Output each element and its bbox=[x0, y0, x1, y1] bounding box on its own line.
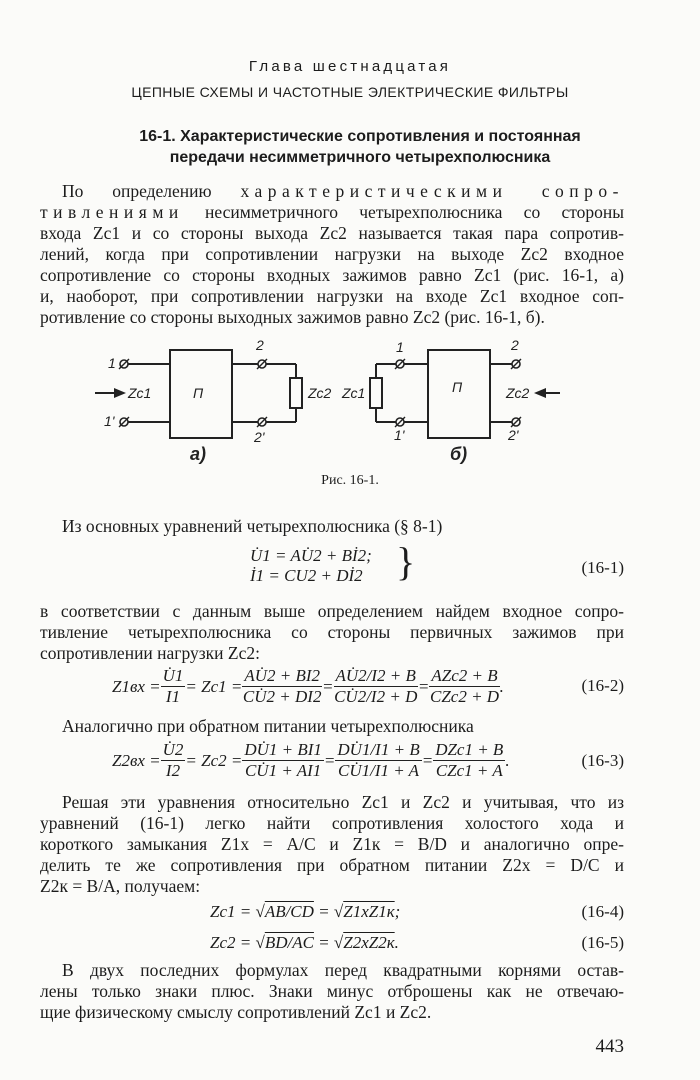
equation-16-5 bbox=[210, 933, 399, 953]
eq2-frac-1 bbox=[161, 666, 186, 707]
eq2-frac-2-num: AU̇2 + BI2 bbox=[244, 666, 321, 685]
eq5-number: (16-5) bbox=[581, 933, 624, 952]
intro-line-4: лений, когда при сопротивлении нагрузки на выходе Zc2 входное bbox=[40, 244, 624, 264]
eq2-number: (16-2) bbox=[581, 676, 624, 695]
eq3-frac-3-den: CU̇1/I1 + A bbox=[338, 761, 420, 780]
eq1-number: (16-1) bbox=[581, 558, 624, 577]
eq3-frac-1-num: U̇2 bbox=[162, 740, 184, 759]
fig-b-arrow-icon bbox=[534, 388, 546, 398]
section-title bbox=[60, 126, 660, 168]
eq2-mid-3: = bbox=[417, 676, 430, 696]
chapter-title: ЦЕПНЫЕ СХЕМЫ И ЧАСТОТНЫЕ ЭЛЕКТРИЧЕСКИЕ ФИЛЬТРЫ bbox=[131, 84, 569, 100]
eq3-mid-3: = bbox=[421, 750, 434, 770]
eq2-mid-1: = Zc1 = bbox=[185, 676, 243, 696]
eq2-frac-2-den: CU̇2 + DI2 bbox=[242, 687, 322, 706]
body1-line: Из основных уравнений четырехполюсника (§ 8-1) bbox=[62, 516, 443, 536]
fig-a-arrow-icon bbox=[114, 388, 126, 398]
body3-line: Аналогично при обратном питании четырехполюсника bbox=[62, 716, 474, 736]
fig-a-label-1: 1 bbox=[108, 355, 116, 371]
fig-a-label-2: 2 bbox=[256, 337, 264, 353]
eq2-mid-2: = bbox=[322, 676, 334, 696]
fig-a-sublabel: а) bbox=[190, 444, 207, 464]
eq2-lhs: Z1вх = bbox=[112, 676, 161, 696]
eq3-frac-1 bbox=[161, 740, 186, 781]
equation-16-3 bbox=[112, 740, 510, 781]
term-resistances: тивлениями bbox=[40, 202, 184, 222]
eq2-frac-3 bbox=[334, 666, 418, 707]
eq2-frac-2 bbox=[242, 666, 322, 707]
eq1-brace: } bbox=[396, 539, 416, 584]
eq3-end: . bbox=[505, 750, 510, 770]
fig-b-sublabel: б) bbox=[450, 444, 468, 464]
intro-line-6: и, наоборот, при сопротивлении нагрузки на входе Zc1 входное соп- bbox=[40, 286, 624, 306]
equation-16-4 bbox=[210, 902, 400, 922]
intro-paragraph bbox=[40, 181, 624, 328]
eq3-frac-2-den: CU̇1 + AI1 bbox=[244, 761, 322, 780]
eq1-line-1: U̇1 = AU̇2 + Bİ2; bbox=[250, 546, 372, 565]
fig-a-box-label: П bbox=[193, 385, 204, 401]
eq3-frac-4-den: CZc1 + A bbox=[435, 761, 503, 780]
eq4-mid: = √ bbox=[313, 902, 344, 921]
body4-line-3: короткого замыкания Z1х = A/C и Z1к = B/D и аналогично опре- bbox=[40, 834, 624, 854]
body5-line-2: лены только знаки плюс. Знаки минус отброшены как не отвечаю- bbox=[40, 981, 624, 1001]
eq1-line-2: İ1 = CU2 + Dİ2 bbox=[250, 566, 363, 585]
fig-b-load-resistor bbox=[370, 378, 382, 408]
eq4-end: ; bbox=[394, 902, 401, 921]
eq5-end: . bbox=[394, 933, 399, 952]
body5-line-3: щие физическому смыслу сопротивлений Zc1 и Zc2. bbox=[40, 1002, 432, 1022]
fig-a-load-resistor bbox=[290, 378, 302, 408]
intro-line-2-end: несимметричного четырехполюсника со стороны bbox=[183, 202, 624, 222]
term-characteristic: характеристическими сопро- bbox=[240, 181, 624, 201]
intro-line-1 bbox=[40, 181, 624, 202]
eq3-number: (16-3) bbox=[581, 751, 624, 770]
eq3-lhs: Z2вх = bbox=[112, 750, 161, 770]
fig-b-label-1: 1 bbox=[396, 339, 404, 355]
body4-line-2: уравнений (16-1) легко найти сопротивления холостого хода и bbox=[40, 813, 624, 833]
fig-b-zin-label: Zc2 bbox=[506, 385, 530, 401]
body2-line-2: тивление четырехполюсника со стороны первичных зажимов при bbox=[40, 622, 624, 642]
eq3-frac-2-num: DU̇1 + BI1 bbox=[244, 740, 322, 759]
fig-a-label-2p: 2' bbox=[254, 429, 265, 445]
eq5-mid: = √ bbox=[313, 933, 344, 952]
fig-b-zload-label: Zc1 bbox=[342, 385, 366, 401]
eq4-lhs: Zc1 = √ bbox=[210, 902, 265, 921]
body2-line-1: в соответствии с данным выше определением найдем входное сопро- bbox=[40, 601, 624, 621]
equation-16-2 bbox=[112, 666, 504, 707]
intro-line-3: входа Zc1 и со стороны выхода Zc2 называется такая пара сопротив- bbox=[40, 223, 624, 243]
circuit-figure bbox=[0, 330, 700, 470]
eq2-frac-3-den: CU̇2/I2 + D bbox=[334, 687, 418, 706]
eq3-frac-4 bbox=[433, 740, 505, 781]
eq2-frac-4-den: CZc2 + D bbox=[429, 687, 500, 706]
eq5-radicand-1: BD/AC bbox=[264, 933, 314, 952]
fig-b-label-1p: 1' bbox=[394, 427, 405, 443]
page-number: 443 bbox=[595, 1036, 624, 1057]
eq5-radicand-2: Z2хZ2к bbox=[343, 933, 395, 952]
body4-line-4: делить те же сопротивления при обратном питании Z2х = D/C и bbox=[40, 855, 624, 875]
eq3-frac-1-den: I2 bbox=[165, 761, 181, 780]
eq2-frac-1-den: I1 bbox=[165, 687, 181, 706]
intro-line-2 bbox=[40, 202, 624, 223]
body4-line-1: Решая эти уравнения относительно Zc1 и Zc2 и учитывая, что из bbox=[62, 792, 624, 812]
eq2-frac-3-num: AU̇2/I2 + B bbox=[335, 666, 416, 685]
eq2-frac-1-num: U̇1 bbox=[162, 666, 184, 685]
body2-line-3: сопротивлении нагрузки Zc2: bbox=[40, 643, 260, 663]
eq2-end: . bbox=[499, 676, 504, 696]
eq3-mid-2: = bbox=[323, 750, 336, 770]
eq2-frac-4-num: AZc2 + B bbox=[431, 666, 498, 685]
body-paragraph-4 bbox=[40, 792, 624, 897]
body5-line-1: В двух последних формулах перед квадратными корнями остав- bbox=[62, 960, 624, 980]
eq3-frac-3 bbox=[335, 740, 421, 781]
intro-line-5: сопротивление со стороны входных зажимов равно Zc1 (рис. 16-1, а) bbox=[40, 265, 624, 285]
eq3-mid-1: = Zc2 = bbox=[185, 750, 243, 770]
section-title-line-2: передачи несимметричного четырехполюсника bbox=[169, 149, 551, 166]
eq2-frac-4 bbox=[429, 666, 499, 707]
body-paragraph-3 bbox=[40, 716, 624, 737]
body-paragraph-5 bbox=[40, 960, 624, 1023]
chapter-heading: Глава шестнадцатая bbox=[248, 58, 452, 75]
fig-b-label-2: 2 bbox=[511, 337, 519, 353]
eq4-radicand-1: AB/CD bbox=[264, 902, 314, 921]
eq3-frac-2 bbox=[242, 740, 324, 781]
figure-caption: Рис. 16-1. bbox=[321, 473, 379, 488]
fig-b-label-2p: 2' bbox=[508, 427, 519, 443]
equation-16-1 bbox=[250, 546, 372, 586]
body4-line-5: Z2к = B/A, получаем: bbox=[40, 876, 201, 896]
fig-b-box-label: П bbox=[452, 379, 463, 395]
eq4-number: (16-4) bbox=[581, 902, 624, 921]
fig-a-zin-label: Zc1 bbox=[128, 385, 152, 401]
eq3-frac-4-num: DZc1 + B bbox=[435, 740, 504, 759]
fig-a-zload-label: Zc2 bbox=[308, 385, 332, 401]
fig-a-label-1p: 1' bbox=[104, 413, 115, 429]
body-paragraph-2 bbox=[40, 601, 624, 664]
intro-line-1-start: По определению bbox=[62, 181, 241, 201]
body-paragraph-1 bbox=[40, 516, 624, 537]
eq4-radicand-2: Z1хZ1к bbox=[343, 902, 395, 921]
eq5-lhs: Zc2 = √ bbox=[210, 933, 265, 952]
eq3-frac-3-num: DU̇1/I1 + B bbox=[337, 740, 420, 759]
section-title-line-1: 16-1. Характеристические сопротивления и постоянная bbox=[139, 128, 581, 145]
intro-line-7: ротивление со стороны выходных зажимов равно Zc2 (рис. 16-1, б). bbox=[40, 307, 545, 327]
